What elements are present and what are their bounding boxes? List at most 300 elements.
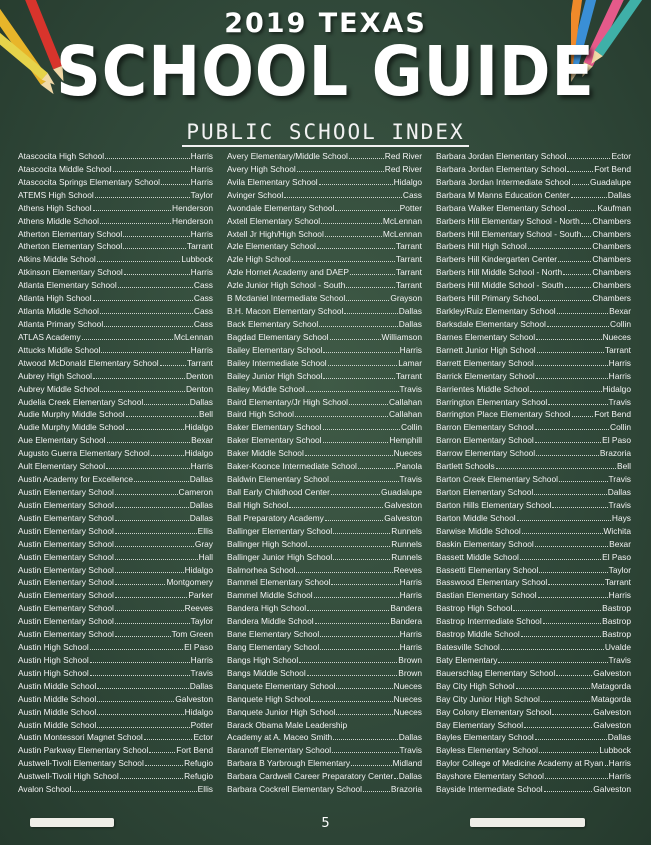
school-name: Austin Parkway Elementary School [18, 745, 149, 756]
leader-dots [100, 391, 185, 392]
leader-dots [544, 791, 593, 792]
leader-dots [536, 378, 608, 379]
county-name: Bandera [390, 603, 422, 614]
index-entry [227, 525, 422, 538]
school-name: Atkinson Elementary School [18, 267, 123, 278]
leader-dots [572, 416, 594, 417]
school-name: Barbara Walker Elementary School [436, 202, 567, 213]
leader-dots [325, 236, 382, 237]
school-name: Baird High School [227, 409, 295, 420]
leader-dots [524, 727, 592, 728]
school-name: Audie Murphy Middle School [18, 422, 125, 433]
leader-dots [149, 752, 175, 753]
county-name: Collin [401, 422, 422, 433]
index-entry [18, 292, 213, 305]
school-name: Barton Elementary School [436, 486, 534, 497]
county-name: Ellis [197, 784, 213, 795]
leader-dots [539, 300, 591, 301]
leader-dots [72, 791, 196, 792]
leader-dots [535, 739, 607, 740]
county-name: Travis [399, 383, 422, 394]
county-name: Guadalupe [381, 486, 422, 497]
leader-dots [547, 326, 609, 327]
index-entry [18, 667, 213, 680]
index-entry [227, 667, 422, 680]
county-name: Henderson [172, 202, 213, 213]
county-name: Harris [608, 370, 631, 381]
school-name: Austin Middle School [18, 719, 97, 730]
index-entry [18, 731, 213, 744]
leader-dots [330, 339, 381, 340]
leader-dots [97, 714, 183, 715]
index-entry [436, 744, 631, 757]
index-entry [227, 344, 422, 357]
school-name: Atascocita Springs Elementary School [18, 176, 160, 187]
index-entry [436, 370, 631, 383]
county-name: Dallas [398, 306, 422, 317]
county-name: Red River [384, 163, 422, 174]
county-name: Refugio [184, 771, 213, 782]
index-entry [227, 654, 422, 667]
county-name: Tarrant [186, 241, 213, 252]
county-name: Tarrant [395, 280, 422, 291]
leader-dots [516, 688, 590, 689]
county-name: Nueces [393, 448, 422, 459]
leader-dots [115, 559, 198, 560]
county-name: El Paso [602, 551, 631, 562]
leader-dots [314, 597, 399, 598]
index-entry [436, 473, 631, 486]
leader-dots [124, 274, 190, 275]
school-name: Atherton Elementary School [18, 241, 123, 252]
county-name: Brazoria [390, 784, 422, 795]
leader-dots [115, 494, 178, 495]
county-name: Runnels [391, 551, 422, 562]
school-name: Baird Elementary/Jr High School [227, 396, 349, 407]
school-name: Austin Elementary School [18, 564, 114, 575]
county-name: Montgomery [166, 577, 213, 588]
county-name: Reeves [393, 564, 422, 575]
leader-dots [349, 158, 384, 159]
leader-dots [568, 210, 597, 211]
index-entry [227, 783, 422, 796]
school-name: Barnes Elementary School [436, 331, 536, 342]
school-name: Bastian Elementary School [436, 590, 537, 601]
leader-dots [557, 313, 608, 314]
school-name: Baranoff Elementary School [227, 745, 332, 756]
county-name: Hidalgo [184, 422, 213, 433]
school-name: Barbers Hill Primary School [436, 293, 539, 304]
school-name: Back Elementary School [227, 318, 319, 329]
county-name: Harris [608, 357, 631, 368]
school-name: Barron Elementary School [436, 435, 534, 446]
school-name: Austin Academy for Excellence [18, 474, 133, 485]
school-name: Ball Early Childhood Center [227, 486, 330, 497]
page-subtitle: PUBLIC SCHOOL INDEX [0, 120, 651, 144]
county-name: McLennan [173, 331, 213, 342]
leader-dots [315, 623, 390, 624]
index-entry [18, 757, 213, 770]
index-entry [436, 538, 631, 551]
school-name: Bailey Intermediate School [227, 357, 327, 368]
county-name: Galveston [593, 719, 631, 730]
county-name: Dallas [189, 512, 213, 523]
leader-dots [100, 223, 171, 224]
school-name: Barnett Junior High School [436, 344, 536, 355]
leader-dots [107, 442, 191, 443]
county-name: Tom Green [171, 629, 213, 640]
school-name: Atherton Elementary School [18, 228, 123, 239]
leader-dots [323, 378, 394, 379]
leader-dots [537, 352, 604, 353]
county-name: Bastrop [602, 603, 631, 614]
school-name: Atascocita High School [18, 151, 105, 161]
index-entry [227, 551, 422, 564]
leader-dots [572, 184, 589, 185]
county-name: El Paso [184, 642, 213, 653]
leader-dots [295, 416, 388, 417]
leader-dots [349, 404, 388, 405]
leader-dots [496, 468, 616, 469]
county-name: Travis [190, 667, 213, 678]
index-entry [227, 331, 422, 344]
leader-dots [296, 572, 392, 573]
school-name: Avery Elementary/Middle School [227, 151, 348, 161]
school-name: Azle Junior High School - South [227, 280, 346, 291]
county-name: El Paso [602, 435, 631, 446]
index-entry [227, 292, 422, 305]
index-entry [18, 202, 213, 215]
index-entry [227, 499, 422, 512]
leader-dots [90, 662, 190, 663]
school-name: Barrett Elementary School [436, 357, 534, 368]
leader-dots [394, 778, 398, 779]
school-name: Baldwin Elementary School [227, 474, 329, 485]
county-name: Guadalupe [590, 176, 631, 187]
county-name: Travis [608, 654, 631, 665]
index-entry [18, 357, 213, 370]
index-entry [436, 783, 631, 796]
county-name: McLennan [382, 228, 422, 239]
index-entry [436, 693, 631, 706]
school-name: B Mcdaniel Intermediate School [227, 293, 346, 304]
school-name: Atlanta Middle School [18, 306, 100, 317]
leader-dots [536, 455, 599, 456]
index-entry [436, 318, 631, 331]
county-name: Hidalgo [184, 448, 213, 459]
county-name: Cass [402, 189, 422, 200]
leader-dots [126, 429, 184, 430]
index-entry [436, 770, 631, 783]
county-name: Bandera [390, 616, 422, 627]
leader-dots [535, 546, 608, 547]
school-name: Austwell-Tivoli High School [18, 771, 119, 782]
index-entry [436, 602, 631, 615]
leader-dots [118, 287, 193, 288]
county-name: Harris [190, 163, 213, 174]
leader-dots [331, 494, 380, 495]
leader-dots [325, 520, 383, 521]
school-name: Basswood Elementary School [436, 577, 548, 588]
county-name: Bastrop [602, 629, 631, 640]
county-name: Travis [399, 474, 422, 485]
index-entry [227, 706, 422, 719]
school-name: Attucks Middle School [18, 344, 101, 355]
county-name: Harris [190, 176, 213, 187]
county-name: Harris [190, 267, 213, 278]
school-name: Bay Elementary School [436, 719, 524, 730]
leader-dots [520, 559, 601, 560]
county-name: Fort Bend [594, 163, 631, 174]
school-name: Atlanta High School [18, 293, 92, 304]
county-name: Collin [610, 318, 631, 329]
school-name: Baker-Koonce Intermediate School [227, 461, 357, 472]
school-name: Barbara Jordan Intermediate School [436, 176, 571, 187]
school-name: Bang Elementary School [227, 642, 320, 653]
county-name: Brazoria [599, 448, 631, 459]
school-name: Barron Elementary School [436, 422, 534, 433]
school-name: Bagdad Elementary School [227, 331, 329, 342]
index-entry [436, 706, 631, 719]
index-entry [436, 163, 631, 176]
school-name: Banquete High School [227, 693, 311, 704]
school-name: Bay City High School [436, 680, 515, 691]
county-name: Tarrant [395, 267, 422, 278]
index-entry [436, 408, 631, 421]
county-name: Henderson [172, 215, 213, 226]
leader-dots [565, 287, 592, 288]
school-name: Barbers Hill Middle School - North [436, 267, 563, 278]
school-name: Barbara Cardwell Career Preparatory Center [227, 771, 394, 782]
leader-dots [332, 752, 398, 753]
school-name: Bartlett Schools [436, 461, 495, 472]
index-entry [436, 396, 631, 409]
leader-dots [305, 455, 393, 456]
leader-dots [161, 184, 190, 185]
index-entry [436, 215, 631, 228]
index-entry [227, 357, 422, 370]
leader-dots [522, 533, 603, 534]
school-name: Austwell-Tivoli Elementary School [18, 758, 144, 769]
county-name: McLennan [382, 215, 422, 226]
leader-dots [115, 636, 171, 637]
index-entry [227, 408, 422, 421]
school-name: Austin Elementary School [18, 616, 114, 627]
index-entry [227, 615, 422, 628]
leader-dots [115, 623, 190, 624]
leader-dots [100, 313, 193, 314]
leader-dots [567, 158, 610, 159]
leader-dots [336, 688, 392, 689]
index-entry [436, 576, 631, 589]
county-name: Lamar [398, 357, 422, 368]
leader-dots [284, 197, 402, 198]
index-entry [436, 176, 631, 189]
index-entry [227, 396, 422, 409]
leader-dots [335, 210, 398, 211]
leader-dots [541, 701, 590, 702]
leader-dots [498, 662, 607, 663]
county-name: Taylor [608, 564, 631, 575]
school-name: Ball High School [227, 499, 289, 510]
leader-dots [513, 610, 601, 611]
index-entry [436, 189, 631, 202]
county-name: Galveston [593, 784, 631, 795]
school-name: Bastrop High School [436, 603, 513, 614]
index-entry [227, 202, 422, 215]
index-entry [18, 370, 213, 383]
index-entry [436, 654, 631, 667]
leader-dots [358, 468, 395, 469]
index-entry [18, 744, 213, 757]
index-entry [227, 460, 422, 473]
leader-dots [115, 572, 184, 573]
leader-dots [539, 572, 607, 573]
school-name: Atascocita Middle School [18, 163, 112, 174]
index-entry [227, 253, 422, 266]
leader-dots [123, 236, 189, 237]
county-name: Kaufman [597, 202, 631, 213]
county-name: Chambers [592, 293, 631, 304]
leader-dots [344, 313, 397, 314]
leader-dots [558, 261, 591, 262]
index-entry [18, 421, 213, 434]
index-entry [436, 447, 631, 460]
county-name: Callahan [388, 409, 422, 420]
county-name: Cass [193, 318, 213, 329]
index-entry [227, 744, 422, 757]
school-name: Athens Middle School [18, 215, 100, 226]
index-entry [227, 421, 422, 434]
county-name: Dallas [398, 318, 422, 329]
school-name: Austin High School [18, 642, 89, 653]
leader-dots [160, 365, 186, 366]
county-name: Wichita [603, 525, 631, 536]
school-name: B.H. Macon Elementary School [227, 306, 344, 317]
index-entry [227, 731, 422, 744]
index-entry [436, 641, 631, 654]
school-name: Aue Elementary School [18, 435, 106, 446]
school-name: Bammel Elementary School [227, 577, 331, 588]
school-name: Austin Montessori Magnet School [18, 732, 143, 743]
leader-dots [97, 688, 189, 689]
county-name: Matagorda [590, 693, 631, 704]
leader-dots [311, 701, 392, 702]
index-entry [18, 615, 213, 628]
school-name: Banquete Junior High School [227, 706, 336, 717]
leader-dots [115, 533, 197, 534]
school-name: Azle Elementary School [227, 241, 316, 252]
leader-dots [535, 429, 609, 430]
county-name: Harris [608, 771, 631, 782]
index-entry [436, 615, 631, 628]
leader-dots [113, 171, 190, 172]
county-name: Williamson [381, 331, 422, 342]
school-name: Aubrey High School [18, 370, 93, 381]
county-name: Fort Bend [176, 745, 213, 756]
county-name: Midland [392, 758, 422, 769]
index-entry [227, 163, 422, 176]
index-entry [227, 757, 422, 770]
school-name: Austin Elementary School [18, 486, 114, 497]
index-entry [18, 576, 213, 589]
leader-dots [501, 649, 604, 650]
county-name: Chambers [592, 280, 631, 291]
index-entry [18, 538, 213, 551]
county-name: Parker [188, 590, 213, 601]
leader-dots [307, 675, 398, 676]
index-entry [436, 266, 631, 279]
county-name: Harris [399, 629, 422, 640]
school-name: ATLAS Academy [18, 331, 81, 342]
leader-dots [543, 623, 601, 624]
county-name: Panola [395, 461, 422, 472]
index-entry [436, 253, 631, 266]
county-name: Denton [185, 383, 213, 394]
school-name: Balmorhea School [227, 564, 296, 575]
school-name: Austin Elementary School [18, 551, 114, 562]
county-name: Denton [185, 370, 213, 381]
school-name: Audelia Creek Elementary School [18, 396, 144, 407]
leader-dots [106, 468, 190, 469]
county-name: Ellis [197, 525, 213, 536]
county-name: Harris [190, 228, 213, 239]
index-entry [227, 628, 422, 641]
county-name: Bell [617, 461, 631, 472]
school-name: Bassett Middle School [436, 551, 519, 562]
index-entry [18, 163, 213, 176]
leader-dots [82, 339, 173, 340]
leader-dots [350, 274, 395, 275]
index-entry [18, 305, 213, 318]
index-entry [227, 447, 422, 460]
county-name: Nueces [393, 706, 422, 717]
county-name: Bexar [609, 538, 631, 549]
county-name: Chambers [592, 241, 631, 252]
leader-dots [581, 223, 592, 224]
index-entry [227, 215, 422, 228]
school-name: Barton Hills Elementary School [436, 499, 552, 510]
county-name: Harris [190, 461, 213, 472]
index-entry [18, 447, 213, 460]
school-name: Aubrey Middle School [18, 383, 100, 394]
leader-dots [517, 520, 611, 521]
school-name: Barbara Jordan Elementary School [436, 151, 567, 161]
leader-dots [534, 494, 606, 495]
index-entry [18, 551, 213, 564]
index-entry [18, 628, 213, 641]
index-entry [18, 266, 213, 279]
index-entry [227, 150, 422, 163]
county-name: Chambers [592, 215, 631, 226]
county-name: Travis [608, 396, 631, 407]
school-name: Avalon School [18, 784, 72, 795]
leader-dots [545, 778, 608, 779]
school-name: Austin Middle School [18, 680, 97, 691]
county-name: Dallas [189, 474, 213, 485]
county-name: Harris [399, 577, 422, 588]
index-entry [18, 253, 213, 266]
leader-dots [346, 287, 395, 288]
index-entry [227, 176, 422, 189]
leader-dots [289, 507, 383, 508]
county-name: Dallas [398, 732, 422, 743]
leader-dots [363, 791, 390, 792]
leader-dots [95, 197, 190, 198]
school-name: Barrientes Middle School [436, 383, 530, 394]
school-name: Barrick Elementary School [436, 370, 535, 381]
leader-dots [351, 765, 392, 766]
